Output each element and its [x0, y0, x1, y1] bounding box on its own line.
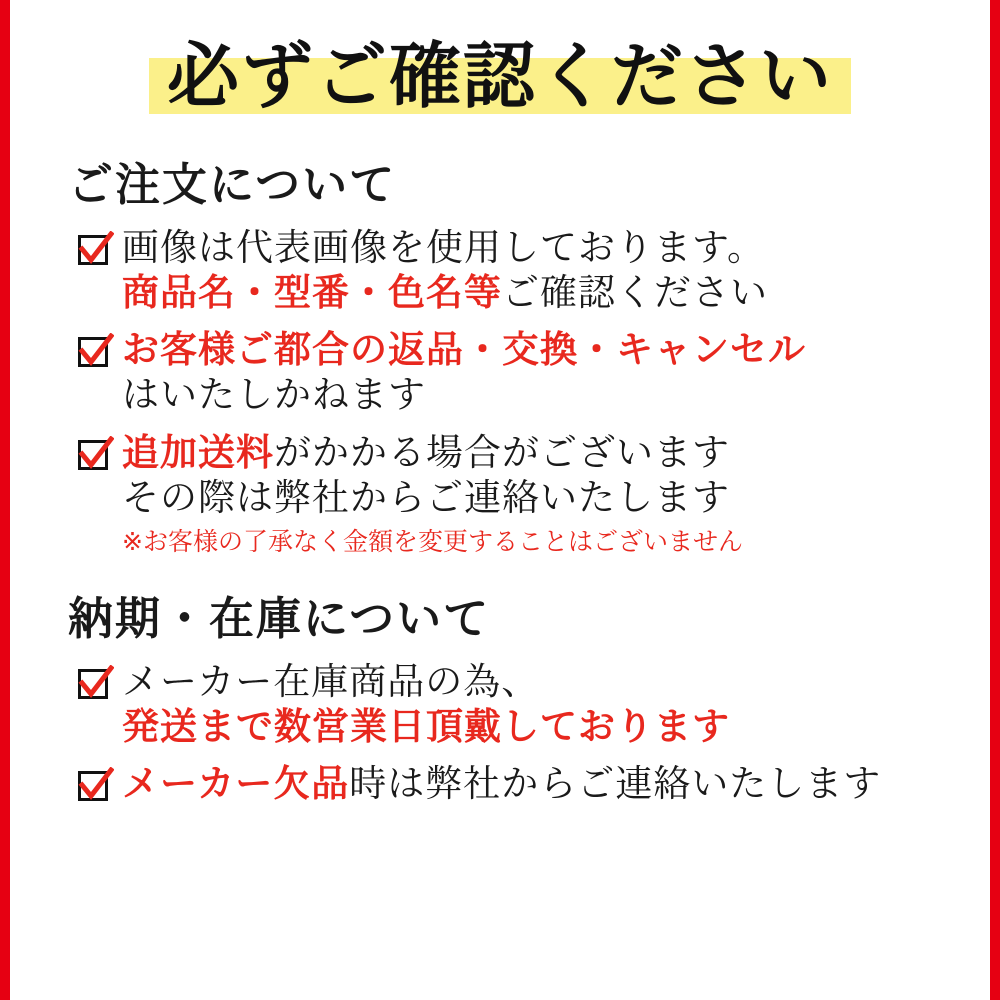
list-item-line	[122, 430, 962, 475]
right-red-rule	[990, 0, 1000, 1000]
list-item-line	[122, 761, 962, 806]
list-item-line: その際は弊社からご連絡いたします	[122, 475, 730, 519]
list-item-note: ※お客様の了承なく金額を変更することはございません	[122, 526, 743, 556]
list-item	[76, 327, 962, 417]
list-item-lines	[122, 761, 962, 806]
checkbox-checked-icon	[76, 665, 114, 703]
list-item-line-suffix: 時は弊社からご連絡いたします	[349, 762, 882, 805]
section-heading-order: ご注文について	[68, 158, 397, 211]
page-title-wrap	[38, 36, 962, 122]
emphasis-text: 追加送料	[122, 430, 274, 474]
list-item-line: はいたしかねます	[122, 373, 426, 417]
notice-content	[10, 0, 990, 1000]
list-item-lines	[122, 225, 962, 315]
list-item	[76, 225, 962, 315]
checkbox-checked-icon	[76, 767, 114, 805]
emphasis-text: メーカー欠品	[122, 762, 350, 805]
list-item-lines	[122, 659, 962, 749]
left-red-rule	[0, 0, 10, 1000]
list-item-line: 発送まで数営業日頂戴しております	[122, 704, 730, 748]
list-item-line-suffix: がかかる場合がございます	[274, 430, 730, 474]
page-title	[149, 36, 851, 122]
list-item-lines	[122, 327, 962, 417]
list-item-line	[122, 270, 962, 315]
list-item	[76, 659, 962, 749]
checkbox-checked-icon	[76, 436, 114, 474]
list-item-line: お客様ご都合の返品・交換・キャンセル	[122, 328, 806, 372]
list-item-line: 画像は代表画像を使用しております。	[122, 226, 766, 269]
list-item	[76, 761, 962, 806]
section-heading-delivery: 納期・在庫について	[68, 591, 491, 645]
list-item	[76, 430, 962, 558]
list-item-line: メーカー在庫商品の為、	[122, 659, 540, 703]
list-item-line-suffix: ご確認ください	[502, 271, 768, 315]
emphasis-text: 商品名・型番・色名等	[122, 271, 502, 315]
checkbox-checked-icon	[76, 231, 114, 269]
checkbox-checked-icon	[76, 333, 114, 371]
page-title-text: 必ずご確認ください	[166, 34, 833, 118]
list-item-lines	[122, 430, 962, 558]
